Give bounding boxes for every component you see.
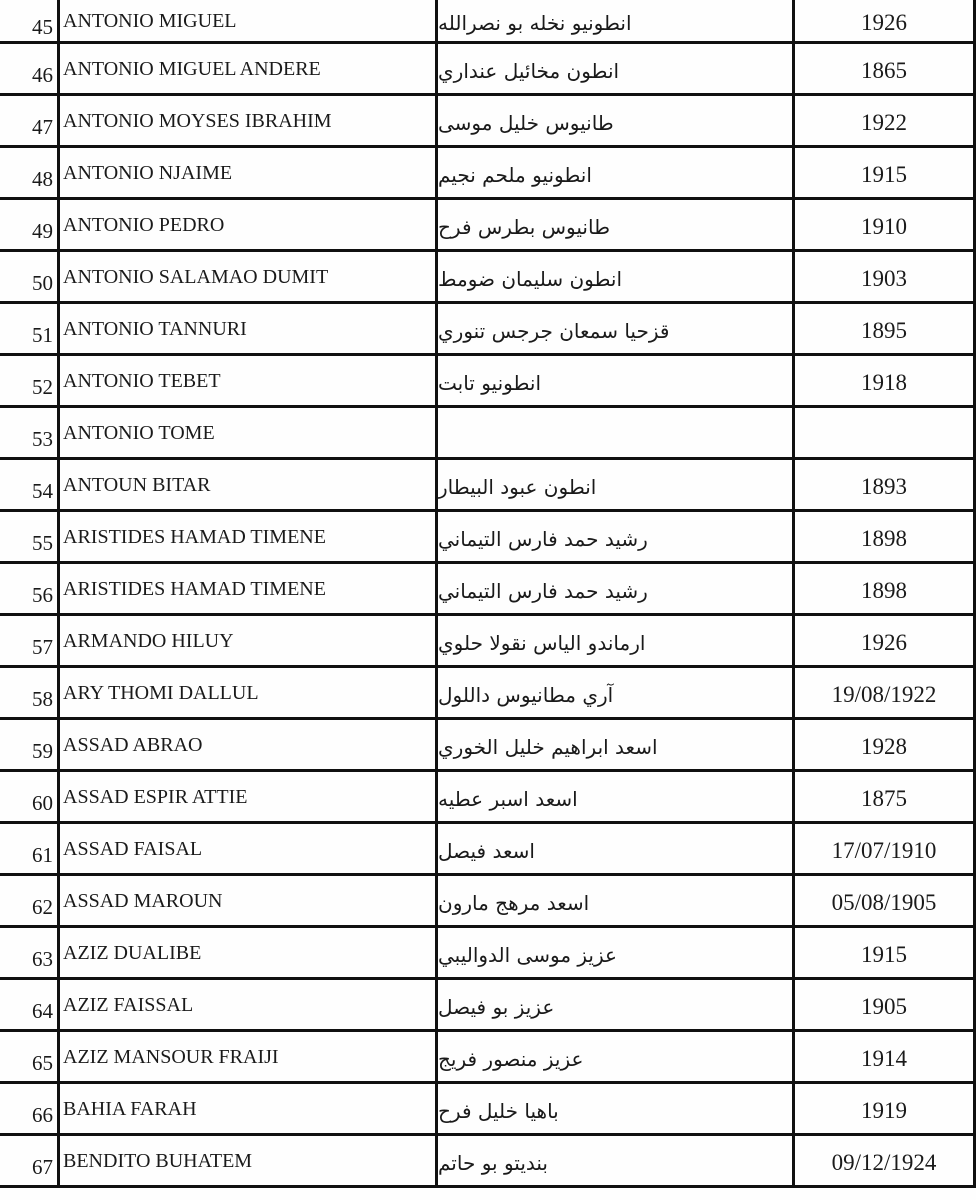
birth-date-cell: 1905 [795, 980, 976, 1029]
arabic-name-cell: اسعد فيصل [438, 824, 795, 873]
arabic-name-cell: عزيز بو فيصل [438, 980, 795, 1029]
row-number-cell: 55 [0, 512, 60, 561]
arabic-name-cell: انطونيو ملحم نجيم [438, 148, 795, 197]
latin-name-cell: BAHIA FARAH [60, 1084, 438, 1133]
arabic-name-cell: انطونيو نخله بو نصرالله [438, 0, 795, 41]
row-number-cell: 66 [0, 1084, 60, 1133]
table-row [0, 772, 976, 824]
latin-name-cell: ARMANDO HILUY [60, 616, 438, 665]
birth-date-cell: 19/08/1922 [795, 668, 976, 717]
row-number-cell: 45 [0, 0, 60, 41]
latin-name-cell: ANTONIO PEDRO [60, 200, 438, 249]
table-row [0, 720, 976, 772]
latin-name-cell: ASSAD ESPIR ATTIE [60, 772, 438, 821]
table-row [0, 1084, 976, 1136]
table-row [0, 616, 976, 668]
table-row [0, 148, 976, 200]
table-row [0, 460, 976, 512]
birth-date-cell [795, 408, 976, 457]
birth-date-cell: 1918 [795, 356, 976, 405]
arabic-name-cell: اسعد ابراهيم خليل الخوري [438, 720, 795, 769]
birth-date-cell: 1903 [795, 252, 976, 301]
birth-date-cell: 1915 [795, 148, 976, 197]
row-number-cell: 56 [0, 564, 60, 613]
birth-date-cell: 1928 [795, 720, 976, 769]
arabic-name-cell: عزيز منصور فريج [438, 1032, 795, 1081]
birth-date-cell: 1926 [795, 0, 976, 41]
table-row [0, 668, 976, 720]
birth-date-cell: 1919 [795, 1084, 976, 1133]
row-number-cell: 60 [0, 772, 60, 821]
latin-name-cell: ANTOUN BITAR [60, 460, 438, 509]
birth-date-cell: 05/08/1905 [795, 876, 976, 925]
birth-date-cell: 1893 [795, 460, 976, 509]
row-number-cell: 54 [0, 460, 60, 509]
birth-date-cell: 1914 [795, 1032, 976, 1081]
latin-name-cell: ANTONIO TOME [60, 408, 438, 457]
row-number-cell: 47 [0, 96, 60, 145]
table-row [0, 96, 976, 148]
arabic-name-cell: باهيا خليل فرح [438, 1084, 795, 1133]
birth-date-cell: 17/07/1910 [795, 824, 976, 873]
table-row [0, 408, 976, 460]
latin-name-cell: AZIZ FAISSAL [60, 980, 438, 1029]
row-number-cell: 58 [0, 668, 60, 717]
birth-date-cell: 1895 [795, 304, 976, 353]
birth-date-cell: 09/12/1924 [795, 1136, 976, 1185]
row-number-cell: 49 [0, 200, 60, 249]
table-row [0, 928, 976, 980]
row-number-cell: 59 [0, 720, 60, 769]
birth-date-cell: 1926 [795, 616, 976, 665]
latin-name-cell: ANTONIO TEBET [60, 356, 438, 405]
birth-date-cell: 1875 [795, 772, 976, 821]
birth-date-cell: 1898 [795, 512, 976, 561]
latin-name-cell: ASSAD FAISAL [60, 824, 438, 873]
table-row [0, 824, 976, 876]
latin-name-cell: AZIZ MANSOUR FRAIJI [60, 1032, 438, 1081]
arabic-name-cell: طانيوس بطرس فرح [438, 200, 795, 249]
row-number-cell: 52 [0, 356, 60, 405]
arabic-name-cell [438, 408, 795, 457]
arabic-name-cell: انطون سليمان ضومط [438, 252, 795, 301]
table-row [0, 980, 976, 1032]
table-row [0, 252, 976, 304]
row-number-cell: 51 [0, 304, 60, 353]
latin-name-cell: ANTONIO MIGUEL ANDERE [60, 44, 438, 93]
latin-name-cell: AZIZ DUALIBE [60, 928, 438, 977]
arabic-name-cell: انطون عبود البيطار [438, 460, 795, 509]
row-number-cell: 64 [0, 980, 60, 1029]
arabic-name-cell: قزحيا سمعان جرجس تنوري [438, 304, 795, 353]
arabic-name-cell: اسعد مرهج مارون [438, 876, 795, 925]
birth-date-cell: 1910 [795, 200, 976, 249]
latin-name-cell: ARISTIDES HAMAD TIMENE [60, 564, 438, 613]
arabic-name-cell: طانيوس خليل موسى [438, 96, 795, 145]
row-number-cell: 62 [0, 876, 60, 925]
birth-date-cell: 1922 [795, 96, 976, 145]
row-number-cell: 53 [0, 408, 60, 457]
table-row [0, 876, 976, 928]
latin-name-cell: ASSAD ABRAO [60, 720, 438, 769]
birth-date-cell: 1898 [795, 564, 976, 613]
table-row [0, 44, 976, 96]
latin-name-cell: ANTONIO MIGUEL [60, 0, 438, 41]
table-row [0, 564, 976, 616]
row-number-cell: 65 [0, 1032, 60, 1081]
latin-name-cell: ANTONIO TANNURI [60, 304, 438, 353]
arabic-name-cell: اسعد اسبر عطيه [438, 772, 795, 821]
arabic-name-cell: انطون مخائيل عنداري [438, 44, 795, 93]
arabic-name-cell: انطونيو تابت [438, 356, 795, 405]
birth-date-cell: 1865 [795, 44, 976, 93]
latin-name-cell: ANTONIO NJAIME [60, 148, 438, 197]
table-row [0, 1032, 976, 1084]
table-row [0, 356, 976, 408]
row-number-cell: 61 [0, 824, 60, 873]
latin-name-cell: ANTONIO MOYSES IBRAHIM [60, 96, 438, 145]
table-row [0, 304, 976, 356]
arabic-name-cell: آري مطانيوس داللول [438, 668, 795, 717]
latin-name-cell: ASSAD MAROUN [60, 876, 438, 925]
arabic-name-cell: ارماندو الياس نقولا حلوي [438, 616, 795, 665]
latin-name-cell: BENDITO BUHATEM [60, 1136, 438, 1185]
table-row [0, 1136, 976, 1188]
table-row [0, 200, 976, 252]
row-number-cell: 48 [0, 148, 60, 197]
latin-name-cell: ARY THOMI DALLUL [60, 668, 438, 717]
table-row [0, 0, 976, 44]
arabic-name-cell: عزيز موسى الدواليبي [438, 928, 795, 977]
birth-date-cell: 1915 [795, 928, 976, 977]
arabic-name-cell: رشيد حمد فارس التيماني [438, 564, 795, 613]
row-number-cell: 50 [0, 252, 60, 301]
row-number-cell: 57 [0, 616, 60, 665]
row-number-cell: 63 [0, 928, 60, 977]
row-number-cell: 46 [0, 44, 60, 93]
row-number-cell: 67 [0, 1136, 60, 1185]
arabic-name-cell: رشيد حمد فارس التيماني [438, 512, 795, 561]
latin-name-cell: ARISTIDES HAMAD TIMENE [60, 512, 438, 561]
table-row [0, 512, 976, 564]
arabic-name-cell: بنديتو بو حاتم [438, 1136, 795, 1185]
latin-name-cell: ANTONIO SALAMAO DUMIT [60, 252, 438, 301]
